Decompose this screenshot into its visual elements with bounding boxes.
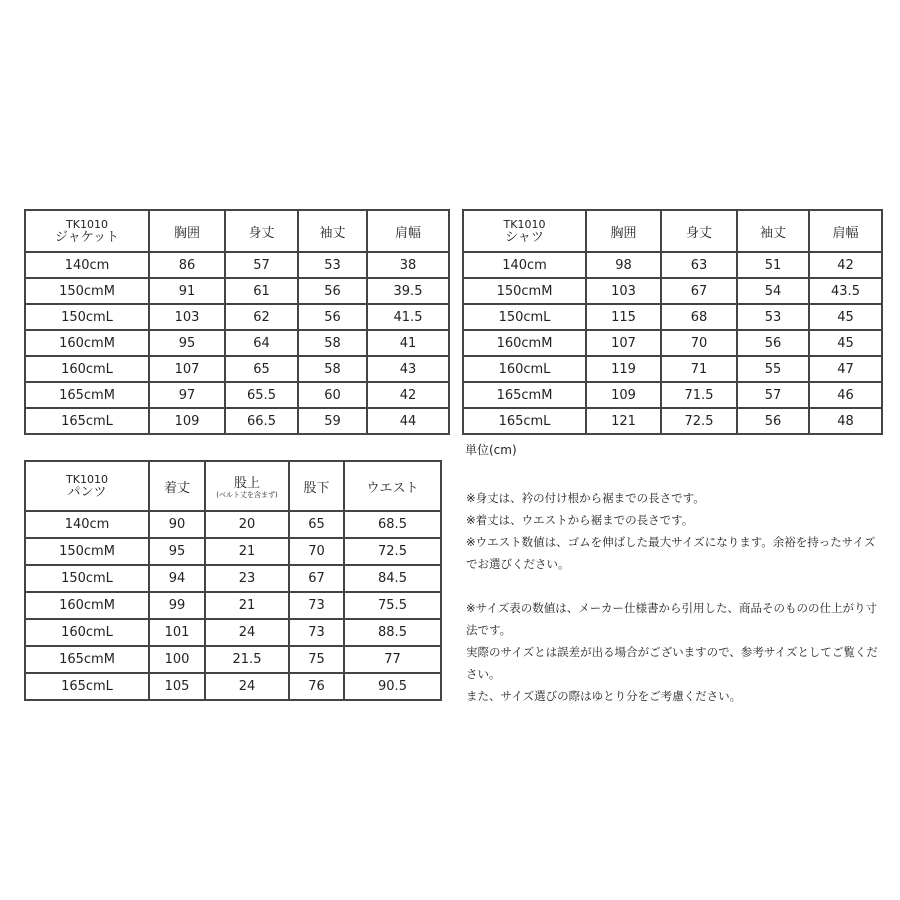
value-cell: 46 — [809, 382, 882, 408]
value-cell: 24 — [205, 673, 289, 700]
column-header-label: 袖丈 — [759, 225, 786, 241]
note-line: また、サイズ選びの際はゆとり分をご考慮ください。 — [466, 689, 742, 703]
product-code: TK1010 — [66, 218, 108, 231]
table-row — [25, 278, 449, 304]
value-cell: 38 — [367, 252, 449, 278]
note-line: ※サイズ表の数値は、メーカー仕様書から引用した、商品そのものの仕上がり寸法です。 — [466, 601, 877, 637]
table-row — [463, 356, 882, 382]
table-row — [25, 538, 441, 565]
value-cell: 99 — [149, 592, 205, 619]
table-row — [25, 330, 449, 356]
value-cell: 21 — [205, 592, 289, 619]
value-cell: 73 — [289, 592, 344, 619]
value-cell: 100 — [149, 646, 205, 673]
value-cell: 86 — [149, 252, 225, 278]
value-cell: 44 — [367, 408, 449, 434]
pants-size-table — [24, 460, 442, 701]
value-cell: 95 — [149, 330, 225, 356]
column-header-label: ウエスト — [366, 480, 419, 496]
value-cell: 90.5 — [344, 673, 441, 700]
value-cell: 56 — [298, 304, 367, 330]
value-cell: 98 — [586, 252, 661, 278]
table-row — [463, 330, 882, 356]
value-cell: 68.5 — [344, 511, 441, 538]
size-cell: 140cm — [463, 252, 586, 278]
value-cell: 42 — [367, 382, 449, 408]
column-header — [809, 210, 882, 252]
value-cell: 57 — [225, 252, 298, 278]
note-line: ※ウエスト数値は、ゴムを伸ばした最大サイズになります。余裕を持ったサイズでお選びください。 — [466, 535, 876, 571]
value-cell: 58 — [298, 330, 367, 356]
value-cell: 72.5 — [661, 408, 737, 434]
value-cell: 45 — [809, 330, 882, 356]
table-row — [463, 408, 882, 434]
value-cell: 56 — [737, 330, 809, 356]
product-name: パンツ — [67, 485, 107, 500]
table-row — [25, 592, 441, 619]
size-cell: 150cmL — [25, 565, 149, 592]
table-row — [25, 673, 441, 700]
header-row — [25, 461, 441, 511]
column-header — [149, 210, 225, 252]
value-cell: 48 — [809, 408, 882, 434]
value-cell: 65 — [289, 511, 344, 538]
value-cell: 41.5 — [367, 304, 449, 330]
column-header-label: 身丈 — [248, 225, 275, 241]
column-header-label: 股下 — [303, 480, 330, 496]
value-cell: 43.5 — [809, 278, 882, 304]
note-line: ※身丈は、衿の付け根から裾までの長さです。 — [466, 491, 705, 505]
value-cell: 63 — [661, 252, 737, 278]
size-cell: 150cmL — [25, 304, 149, 330]
value-cell: 24 — [205, 619, 289, 646]
value-cell: 53 — [737, 304, 809, 330]
size-cell: 165cmM — [25, 382, 149, 408]
value-cell: 56 — [298, 278, 367, 304]
value-cell: 61 — [225, 278, 298, 304]
column-header-label: 着丈 — [163, 480, 190, 496]
column-header — [367, 210, 449, 252]
size-cell: 160cmM — [25, 330, 149, 356]
size-cell: 165cmL — [25, 408, 149, 434]
column-header — [737, 210, 809, 252]
size-cell: 165cmM — [463, 382, 586, 408]
value-cell: 90 — [149, 511, 205, 538]
table-row — [25, 646, 441, 673]
value-cell: 45 — [809, 304, 882, 330]
value-cell: 53 — [298, 252, 367, 278]
value-cell: 115 — [586, 304, 661, 330]
value-cell: 109 — [586, 382, 661, 408]
value-cell: 68 — [661, 304, 737, 330]
table-row — [25, 408, 449, 434]
value-cell: 105 — [149, 673, 205, 700]
value-cell: 107 — [586, 330, 661, 356]
jacket-size-table — [24, 209, 450, 435]
column-header-label: 胸囲 — [610, 225, 637, 241]
value-cell: 47 — [809, 356, 882, 382]
column-header-label: 袖丈 — [319, 225, 346, 241]
size-cell: 160cmL — [25, 619, 149, 646]
value-cell: 72.5 — [344, 538, 441, 565]
value-cell: 109 — [149, 408, 225, 434]
column-header — [225, 210, 298, 252]
size-cell: 160cmM — [25, 592, 149, 619]
product-cell — [463, 210, 586, 252]
column-header — [661, 210, 737, 252]
table-row — [25, 252, 449, 278]
value-cell: 101 — [149, 619, 205, 646]
size-cell: 160cmL — [25, 356, 149, 382]
value-cell: 73 — [289, 619, 344, 646]
shirt-size-table — [462, 209, 883, 435]
product-code: TK1010 — [503, 218, 546, 231]
value-cell: 55 — [737, 356, 809, 382]
product-name: ジャケット — [54, 230, 120, 245]
value-cell: 65 — [225, 356, 298, 382]
value-cell: 71.5 — [661, 382, 737, 408]
column-header-label: 股上 — [233, 476, 260, 491]
value-cell: 41 — [367, 330, 449, 356]
value-cell: 21.5 — [205, 646, 289, 673]
size-cell: 140cm — [25, 511, 149, 538]
value-cell: 119 — [586, 356, 661, 382]
value-cell: 77 — [344, 646, 441, 673]
size-cell: 150cmM — [25, 278, 149, 304]
value-cell: 91 — [149, 278, 225, 304]
value-cell: 59 — [298, 408, 367, 434]
column-header — [344, 461, 441, 511]
value-cell: 88.5 — [344, 619, 441, 646]
value-cell: 75.5 — [344, 592, 441, 619]
rise-note: (ベルト丈を含まず) — [216, 491, 278, 499]
size-cell: 150cmM — [463, 278, 586, 304]
size-cell: 165cmL — [25, 673, 149, 700]
value-cell: 21 — [205, 538, 289, 565]
column-header — [205, 461, 289, 511]
value-cell: 94 — [149, 565, 205, 592]
value-cell: 60 — [298, 382, 367, 408]
table-row — [25, 619, 441, 646]
size-cell: 150cmM — [25, 538, 149, 565]
value-cell: 58 — [298, 356, 367, 382]
value-cell: 43 — [367, 356, 449, 382]
column-header-label: 胸囲 — [173, 225, 200, 241]
size-cell: 165cmM — [25, 646, 149, 673]
value-cell: 103 — [149, 304, 225, 330]
value-cell: 71 — [661, 356, 737, 382]
value-cell: 20 — [205, 511, 289, 538]
value-cell: 56 — [737, 408, 809, 434]
value-cell: 95 — [149, 538, 205, 565]
value-cell: 67 — [289, 565, 344, 592]
value-cell: 70 — [661, 330, 737, 356]
value-cell: 39.5 — [367, 278, 449, 304]
notes — [466, 487, 886, 707]
table-row — [25, 511, 441, 538]
value-cell: 107 — [149, 356, 225, 382]
column-header — [586, 210, 661, 252]
value-cell: 97 — [149, 382, 225, 408]
table-row — [463, 278, 882, 304]
value-cell: 84.5 — [344, 565, 441, 592]
value-cell: 70 — [289, 538, 344, 565]
value-cell: 75 — [289, 646, 344, 673]
size-cell: 160cmL — [463, 356, 586, 382]
size-cell: 165cmL — [463, 408, 586, 434]
table-row — [25, 356, 449, 382]
column-header-label: 肩幅 — [394, 225, 421, 241]
value-cell: 66.5 — [225, 408, 298, 434]
table-row — [25, 382, 449, 408]
note-gap — [466, 575, 886, 597]
value-cell: 62 — [225, 304, 298, 330]
column-header-label: 肩幅 — [832, 225, 859, 241]
table-row — [25, 304, 449, 330]
note-line: 実際のサイズとは誤差が出る場合がございますので、参考サイズとしてご覧ください。 — [466, 645, 878, 681]
value-cell: 64 — [225, 330, 298, 356]
product-code: TK1010 — [66, 473, 108, 486]
column-header — [149, 461, 205, 511]
product-name: シャツ — [505, 230, 544, 245]
value-cell: 121 — [586, 408, 661, 434]
table-row — [463, 382, 882, 408]
size-cell: 140cm — [25, 252, 149, 278]
unit-label: 単位(cm) — [465, 443, 517, 457]
column-header — [289, 461, 344, 511]
size-cell: 160cmM — [463, 330, 586, 356]
table-row — [463, 304, 882, 330]
value-cell: 103 — [586, 278, 661, 304]
value-cell: 51 — [737, 252, 809, 278]
header-row — [463, 210, 882, 252]
value-cell: 54 — [737, 278, 809, 304]
value-cell: 23 — [205, 565, 289, 592]
value-cell: 57 — [737, 382, 809, 408]
header-row — [25, 210, 449, 252]
value-cell: 42 — [809, 252, 882, 278]
size-cell: 150cmL — [463, 304, 586, 330]
note-line: ※着丈は、ウエストから裾までの長さです。 — [466, 513, 694, 527]
table-row — [463, 252, 882, 278]
value-cell: 67 — [661, 278, 737, 304]
value-cell: 65.5 — [225, 382, 298, 408]
table-row — [25, 565, 441, 592]
product-cell — [25, 461, 149, 511]
column-header-label: 身丈 — [685, 225, 712, 241]
product-cell — [25, 210, 149, 252]
column-header — [298, 210, 367, 252]
value-cell: 76 — [289, 673, 344, 700]
